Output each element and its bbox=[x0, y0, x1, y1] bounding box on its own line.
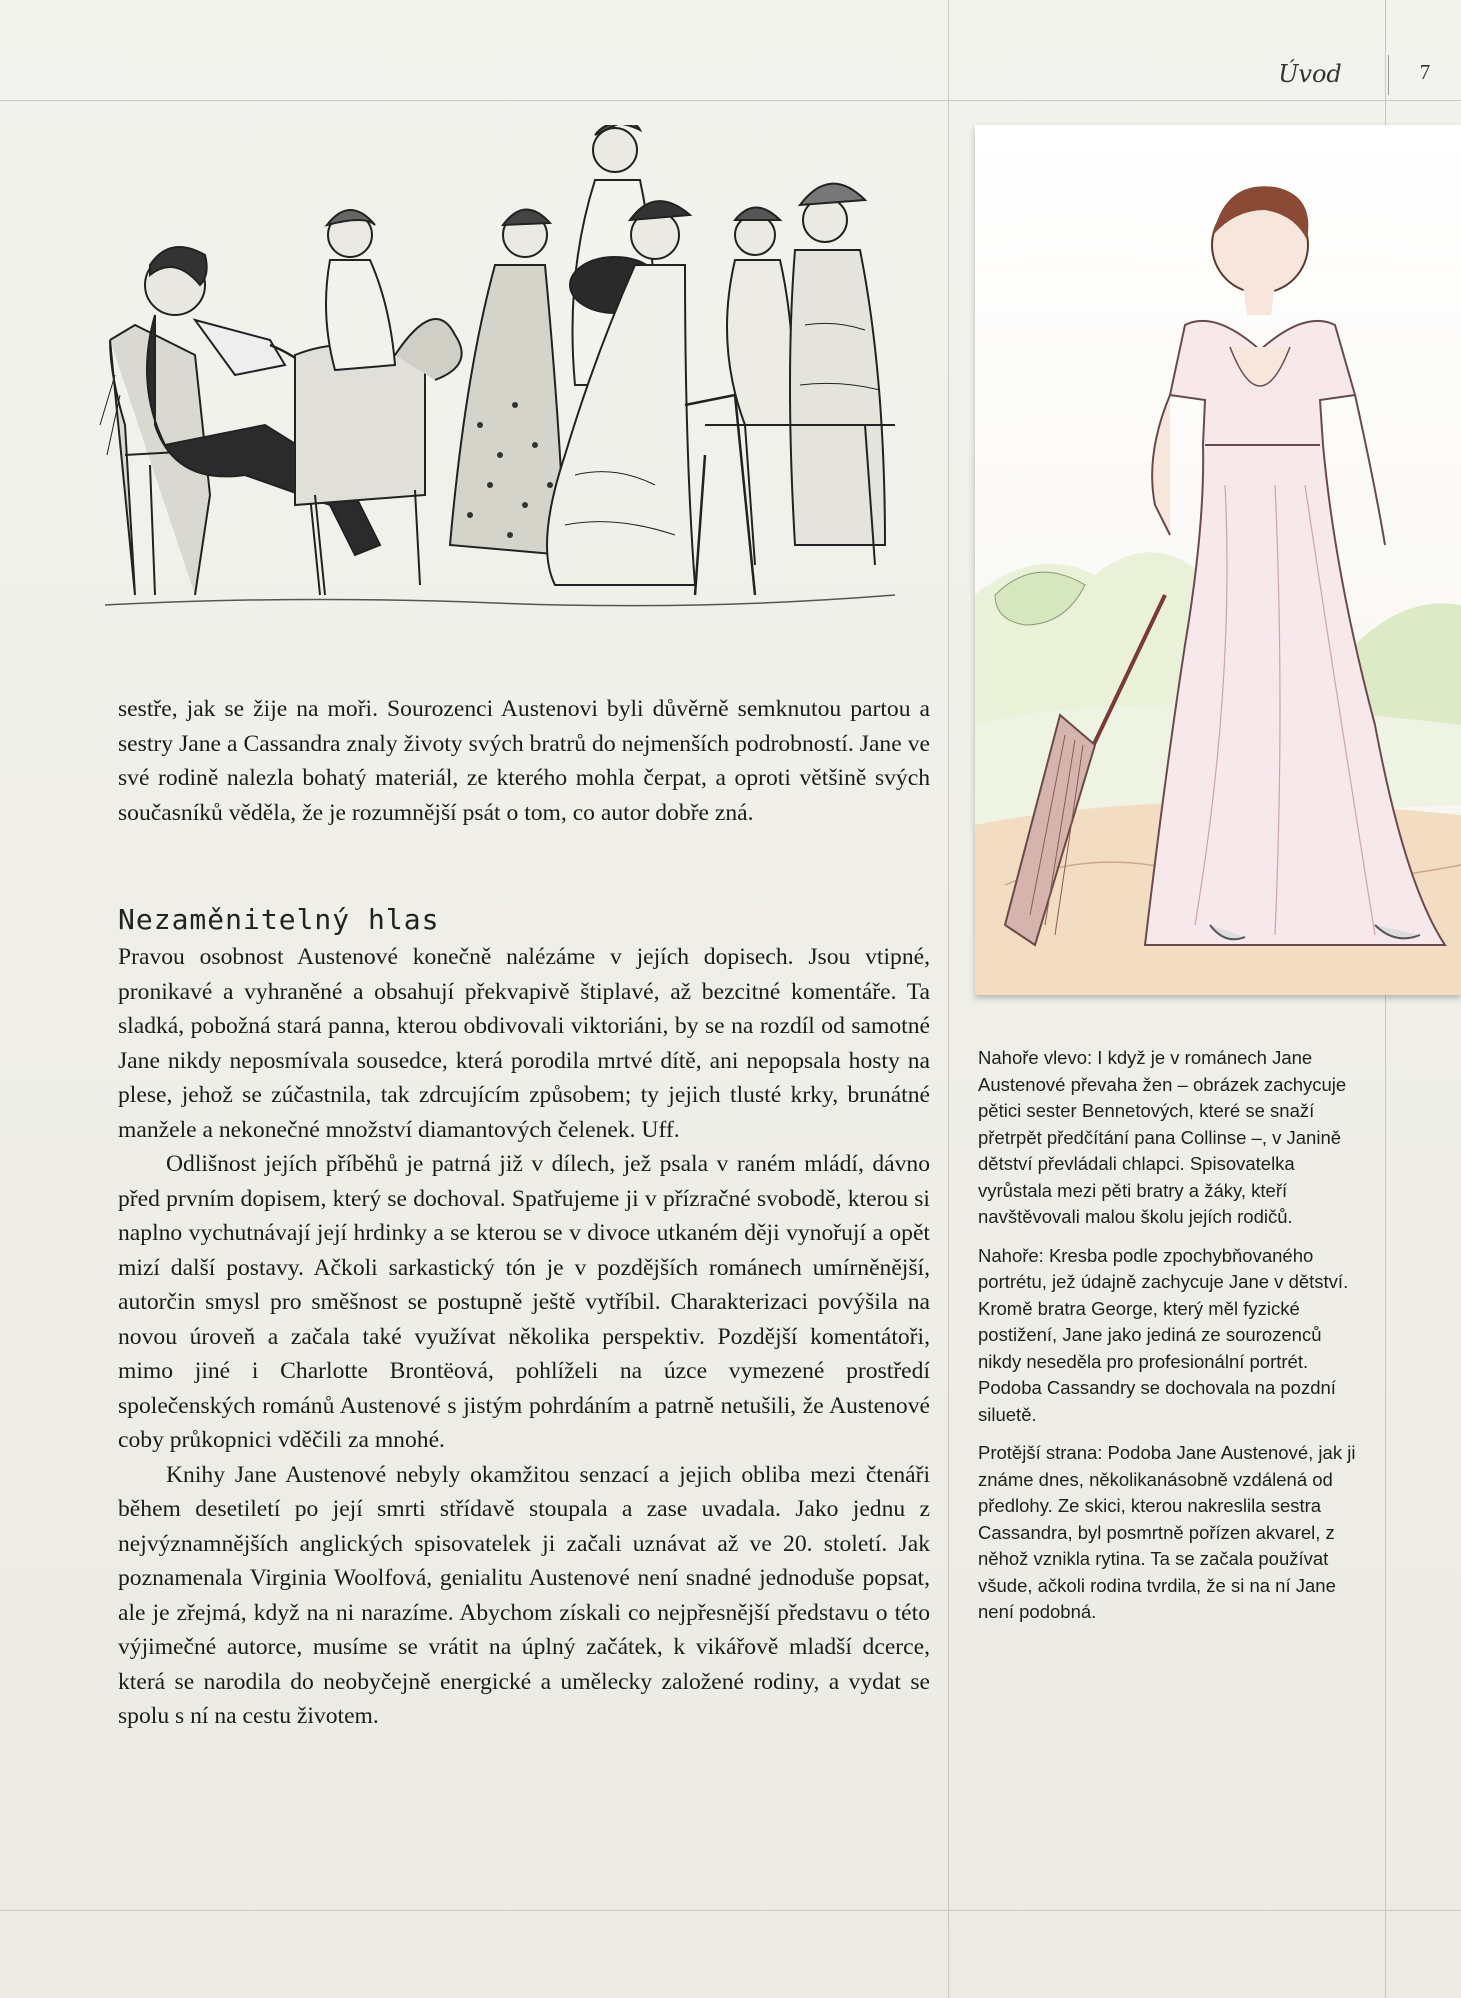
watercolor-illustration bbox=[975, 125, 1461, 995]
paragraph-1: Pravou osobnost Austenové konečně nalézáme v jejích dopisech. Jsou vtipné, pronikavé a vyhraněné a obsahují překvapivě štiplavé, až bezcitné komentáře. Ta sladká, pobožná stará panna, kterou obdivovali viktoriáni, by se na rozdíl od samotné Jane nikdy neposmívala sousedce, která porodila mrtvé dítě, ani nepopsala hosty na plese, jehož se zúčastnila, tak zdrcujícím způsobem; ty jejich tlusté krky, brunátné manžele a nekonečné množství diamantových čelenek. Uff. bbox=[118, 944, 930, 1143]
caption-opposite-page: Protější strana: Podoba Jane Austenové, jak ji známe dnes, několikanásobně vzdálená od předlohy. Ze skici, kterou nakreslila sestra Cassandra, byl posmrtně pořízen akvarel, z něhož vznikla rytina. Ta se začala používat všude, ačkoli rodina tvrdila, že si na ní Jane není podobná. bbox=[978, 1442, 1356, 1622]
section-heading: Nezaměnitelný hlas bbox=[118, 903, 440, 936]
caption-top: Nahoře: Kresba podle zpochybňovaného portrétu, jež údajně zachycuje Jane v dětství. Kromě bratra George, který měl fyzické postižení, Jane jako jediná ze sourozenců nikdy neseděla pro profesionální portrét. Podoba Cassandry se dochovala na pozdní siluetě. bbox=[978, 1244, 1349, 1425]
caption-top-left: Nahoře vlevo: I když je v románech Jane Austenové převaha žen – obrázek zachycuje pětici sester Bennetových, které se snaží přetrpět předčítání pana Collinse –, v Janině dětství převládali chlapci. Spisovatelka vyrůstala mezi pěti bratry a žáky, kteří navštěvovali malou školu jejích rodičů. bbox=[978, 1047, 1347, 1227]
header-divider bbox=[1388, 55, 1389, 95]
watercolor-drawing bbox=[975, 125, 1461, 995]
caption-column bbox=[978, 1045, 1358, 1638]
top-guide-line bbox=[0, 100, 1461, 101]
engraving-drawing bbox=[95, 125, 910, 630]
column-guide-line bbox=[948, 0, 949, 1998]
intro-paragraph-text: sestře, jak se žije na moři. Sourozenci Austenovi byli důvěrně semknutou partou a sestry Jane a Cassandra znaly životy svých bratrů do nejmenších podrobností. Jane ve své rodině nalezla bohatý materiál, ze kterého mohla čerpat, a oproti většině svých současníků věděla, že je rozumnější psát o tom, co autor dobře zná. bbox=[118, 696, 930, 826]
running-header-chapter: Úvod bbox=[1278, 60, 1342, 88]
intro-paragraph bbox=[118, 692, 930, 830]
paragraph-3: Knihy Jane Austenové nebyly okamžitou senzací a jejich obliba mezi čtenáři během desetiletí po její smrti střídavě stoupala a zase uvadala. Jako jednu z nejvýznamnějších anglických spisovatelek ji začali uznávat až ve 20. století. Jak poznamenala Virginia Woolfová, genialitu Austenové není snadné jednoduše popsat, ale je zřejmá, když na ni narazíme. Abychom získali co nejpřesnější představu o této výjimečné autorce, musíme se vrátit na úplný začátek, k vikářově mladší dcerce, která se narodila do neobyčejně energické a umělecky založené rodiny, a vydat se spolu s ní na cestu životem. bbox=[118, 1461, 930, 1729]
engraving-illustration bbox=[95, 125, 910, 630]
main-text bbox=[118, 940, 930, 1734]
paragraph-2: Odlišnost jejích příběhů je patrná již v dílech, jež psala v raném mládí, dávno před prvním dopisem, který se dochoval. Spatřujeme ji v přízračné svobodě, kterou si naplno vychutnávají její hrdinky a se kterou se v divoce utkaném ději vynořují a opět mizí další postavy. Ačkoli sarkastický tón je v pozdějších románech umírněnější, autorčin smysl pro směšnost se postupně ještě vytříbil. Charakterizaci povýšila na novou úroveň a začala také využívat několika perspektiv. Pozdější komentátoři, mimo jiné i Charlotte Brontëová, pohlíželi na úzce vymezené prostředí společenských románů Austenové s jistým pohrdáním a patrně netušili, že Austenové coby průkopnici vděčili za mnohé. bbox=[118, 1151, 930, 1453]
bottom-guide-line bbox=[0, 1910, 1461, 1911]
page-number: 7 bbox=[1419, 60, 1431, 84]
